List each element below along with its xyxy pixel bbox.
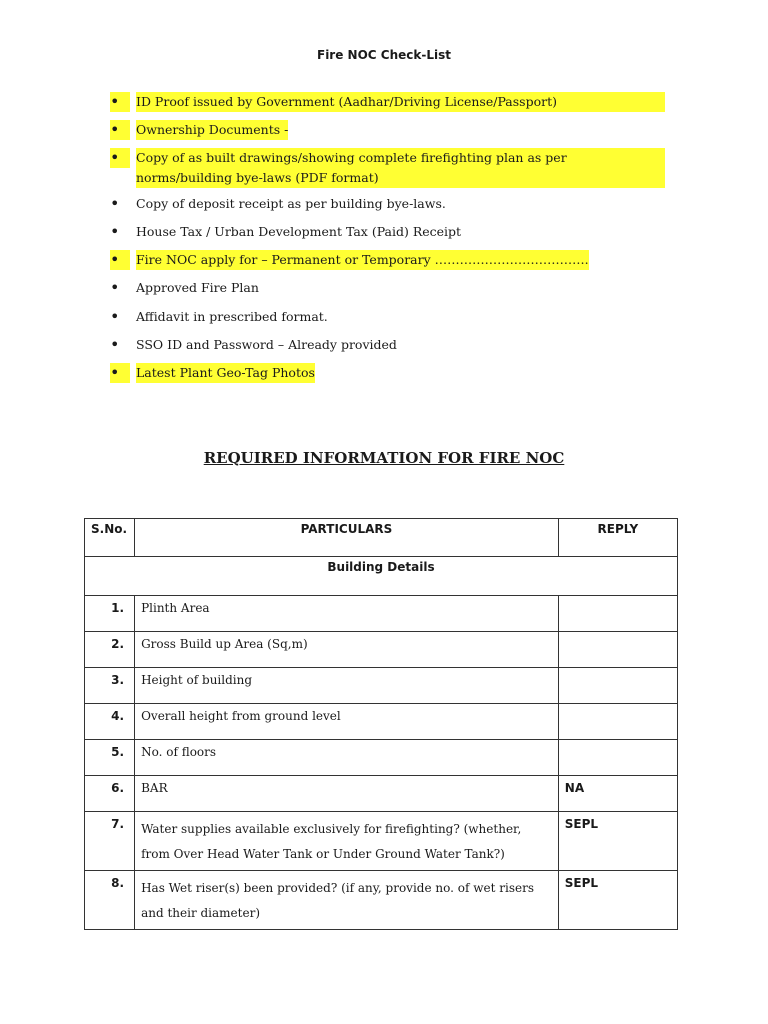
- row-number: 1.: [85, 596, 135, 632]
- header-reply: REPLY: [558, 519, 677, 557]
- required-info-table: [84, 518, 678, 930]
- section-heading: REQUIRED INFORMATION FOR FIRE NOC: [203, 449, 565, 467]
- checklist-item-text: Ownership Documents -: [136, 120, 288, 140]
- bullet-icon: •: [110, 307, 120, 326]
- row-reply: NA: [558, 776, 677, 812]
- row-particular: Has Wet riser(s) been provided? (if any, provide no. of wet risers and their diameter): [135, 871, 559, 930]
- row-particular: Height of building: [135, 668, 559, 704]
- section-building-details: Building Details: [85, 557, 678, 596]
- bullet-icon: •: [110, 222, 120, 241]
- row-particular: Gross Build up Area (Sq,m): [135, 632, 559, 668]
- checklist-item: [110, 148, 665, 188]
- checklist-item-text: Approved Fire Plan: [136, 280, 259, 295]
- bullet-icon: •: [110, 250, 130, 270]
- bullet-icon: •: [110, 120, 130, 140]
- row-number: 2.: [85, 632, 135, 668]
- row-number: 5.: [85, 740, 135, 776]
- checklist-item-text: ID Proof issued by Government (Aadhar/Driving License/Passport): [136, 92, 665, 112]
- row-reply: [558, 668, 677, 704]
- table-row: [85, 776, 678, 812]
- row-reply: [558, 596, 677, 632]
- bullet-icon: •: [110, 363, 130, 383]
- bullet-icon: •: [110, 194, 120, 213]
- row-particular: Overall height from ground level: [135, 704, 559, 740]
- row-particular: No. of floors: [135, 740, 559, 776]
- checklist-item-text: Affidavit in prescribed format.: [136, 309, 328, 324]
- row-reply: [558, 740, 677, 776]
- checklist-item: [110, 250, 665, 270]
- row-number: 6.: [85, 776, 135, 812]
- checklist-item: [110, 194, 665, 214]
- row-number: 3.: [85, 668, 135, 704]
- checklist-item: [110, 92, 665, 112]
- checklist-item-text: Fire NOC apply for – Permanent or Temporary ……………………………….: [136, 250, 589, 270]
- checklist-item-text: Copy of deposit receipt as per building bye-laws.: [136, 196, 446, 211]
- table-row: [85, 704, 678, 740]
- checklist-item-text: SSO ID and Password – Already provided: [136, 337, 397, 352]
- checklist-item: [110, 120, 665, 140]
- checklist-item: [110, 363, 665, 383]
- table-row: [85, 740, 678, 776]
- header-particulars: PARTICULARS: [135, 519, 559, 557]
- row-particular: Plinth Area: [135, 596, 559, 632]
- checklist-item: [110, 278, 665, 298]
- bullet-icon: •: [110, 278, 120, 297]
- table-header-row: [85, 519, 678, 557]
- row-number: 4.: [85, 704, 135, 740]
- checklist-item-text: Latest Plant Geo-Tag Photos: [136, 363, 315, 383]
- page-title: Fire NOC Check-List: [317, 48, 451, 62]
- row-particular: Water supplies available exclusively for firefighting? (whether, from Over Head Water Tank or Under Ground Water Tank?): [135, 812, 559, 871]
- row-reply: [558, 632, 677, 668]
- row-particular: BAR: [135, 776, 559, 812]
- checklist-item-text: Copy of as built drawings/showing complete firefighting plan as per norms/building bye-laws (PDF format): [136, 148, 665, 188]
- table-row: [85, 596, 678, 632]
- row-reply: SEPL: [558, 871, 677, 930]
- row-reply: SEPL: [558, 812, 677, 871]
- table-section-row: [85, 557, 678, 596]
- checklist-item-text: House Tax / Urban Development Tax (Paid) Receipt: [136, 224, 462, 239]
- header-sno: S.No.: [85, 519, 135, 557]
- table-row: [85, 632, 678, 668]
- table-row: [85, 871, 678, 930]
- table-row: [85, 668, 678, 704]
- checklist-item: [110, 307, 665, 327]
- table-row: [85, 812, 678, 871]
- row-number: 8.: [85, 871, 135, 930]
- checklist-item: [110, 222, 665, 242]
- row-number: 7.: [85, 812, 135, 871]
- bullet-icon: •: [110, 335, 120, 354]
- bullet-icon: •: [110, 92, 130, 112]
- bullet-icon: •: [110, 148, 130, 168]
- checklist-item: [110, 335, 665, 355]
- row-reply: [558, 704, 677, 740]
